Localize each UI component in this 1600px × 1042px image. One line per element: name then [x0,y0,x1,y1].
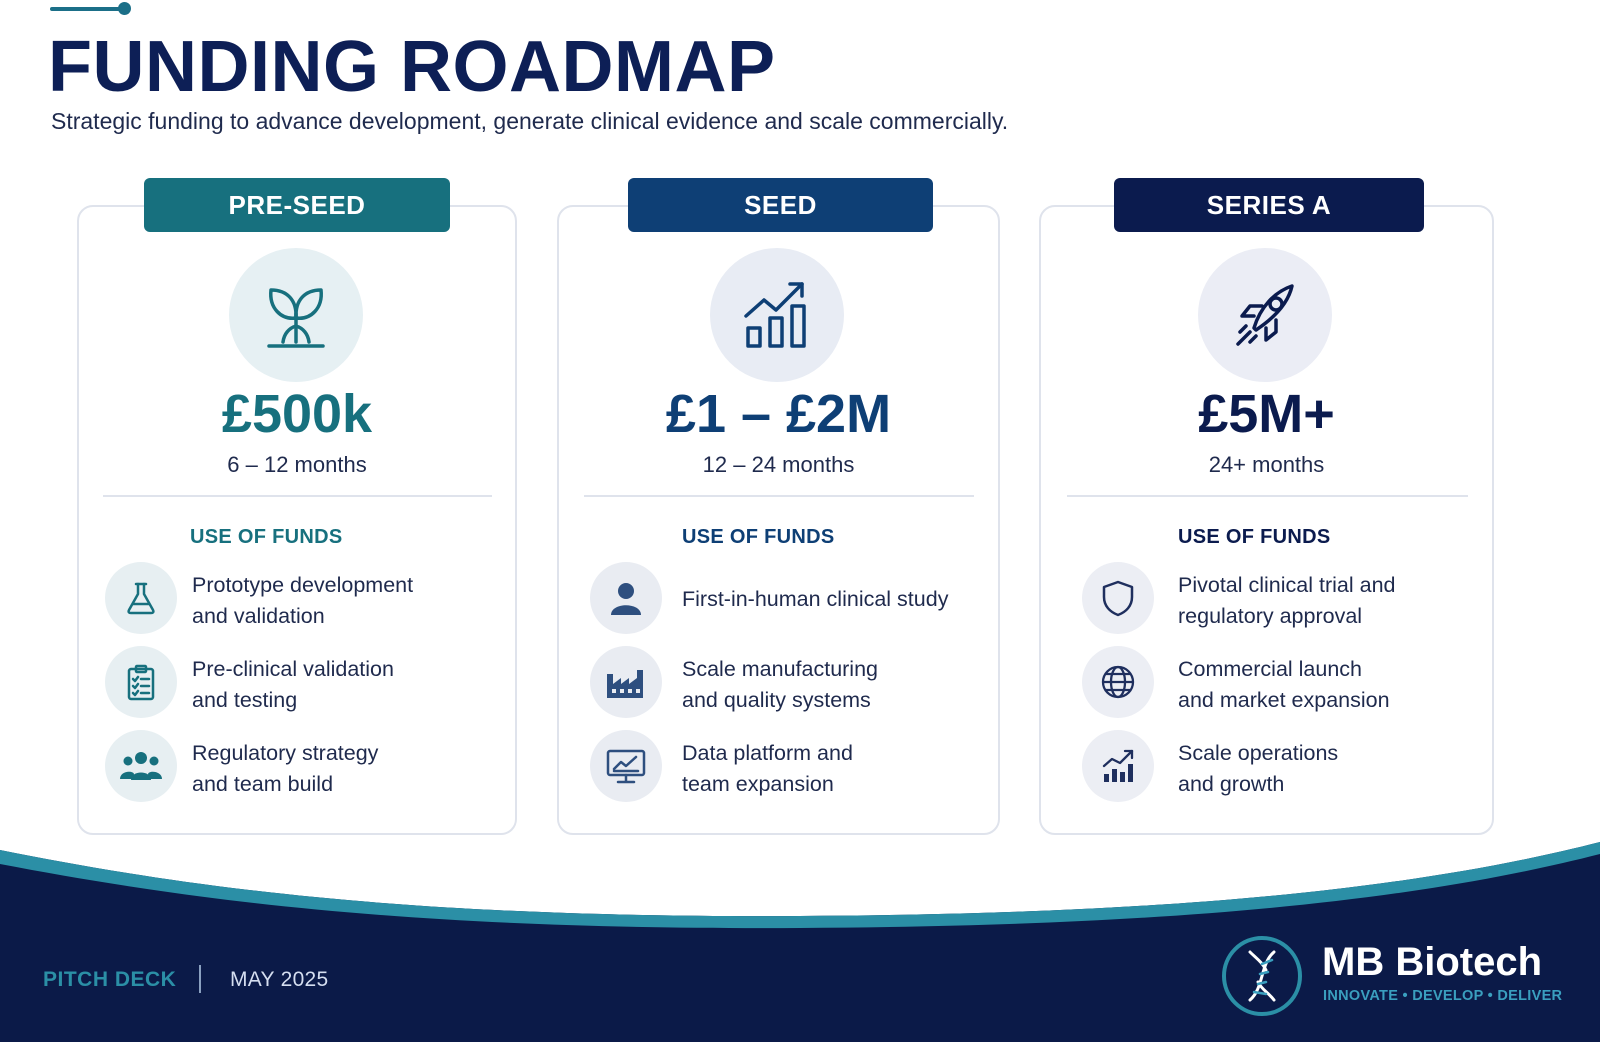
list-item: Commercial launch and market expansion [1178,657,1390,712]
divider [584,495,974,497]
factory-icon [590,646,662,718]
page-title: FUNDING ROADMAP [48,27,776,107]
series-a-amount: £5M+ [1198,384,1335,444]
footer-date: MAY 2025 [230,968,329,991]
divider [103,495,492,497]
accent-line [50,7,124,11]
stage-label-seed: SEED [628,178,933,232]
list-item: Prototype development and validation [192,573,414,628]
shield-icon [1082,562,1154,634]
team-icon [105,730,177,802]
rocket-icon [1198,248,1332,382]
list-item: Pre-clinical validation and testing [192,657,394,712]
person-icon [590,562,662,634]
list-item: Scale manufacturing and quality systems [682,657,878,712]
use-of-funds-heading: USE OF FUNDS [682,526,835,548]
globe-icon [1082,646,1154,718]
seed-duration: 12 – 24 months [702,452,855,477]
clipboard-icon [105,646,177,718]
use-of-funds-heading: USE OF FUNDS [190,526,343,548]
page-subtitle: Strategic funding to advance development, generate clinical evidence and scale commercially. [51,108,1009,134]
list-item: Regulatory strategy and team build [192,741,379,796]
company-name: MB Biotech [1322,940,1542,984]
list-item: Scale operations and growth [1178,741,1339,796]
list-item: First-in-human clinical study [682,587,949,611]
stage-label-series-a: SERIES A [1114,178,1424,232]
flask-icon [105,562,177,634]
list-item: Pivotal clinical trial and regulatory approval [1178,573,1396,628]
seed-amount: £1 – £2M [665,384,892,444]
use-of-funds-heading: USE OF FUNDS [1178,526,1331,548]
company-tagline: INNOVATE • DEVELOP • DELIVER [1323,988,1563,1004]
sprout-icon [229,248,363,382]
pre-seed-duration: 6 – 12 months [227,452,367,477]
dna-icon [1220,934,1304,1018]
list-item: Data platform and team expansion [682,741,853,796]
footer-separator [199,965,201,993]
monitor-icon [590,730,662,802]
accent-dot [118,2,131,15]
footer-pitch-label: PITCH DECK [43,968,177,991]
pre-seed-amount: £500k [221,384,373,444]
series-a-duration: 24+ months [1208,452,1325,477]
growth-chart-icon [710,248,844,382]
stage-label-pre-seed: PRE-SEED [144,178,450,232]
bar-growth-icon [1082,730,1154,802]
divider [1067,495,1468,497]
